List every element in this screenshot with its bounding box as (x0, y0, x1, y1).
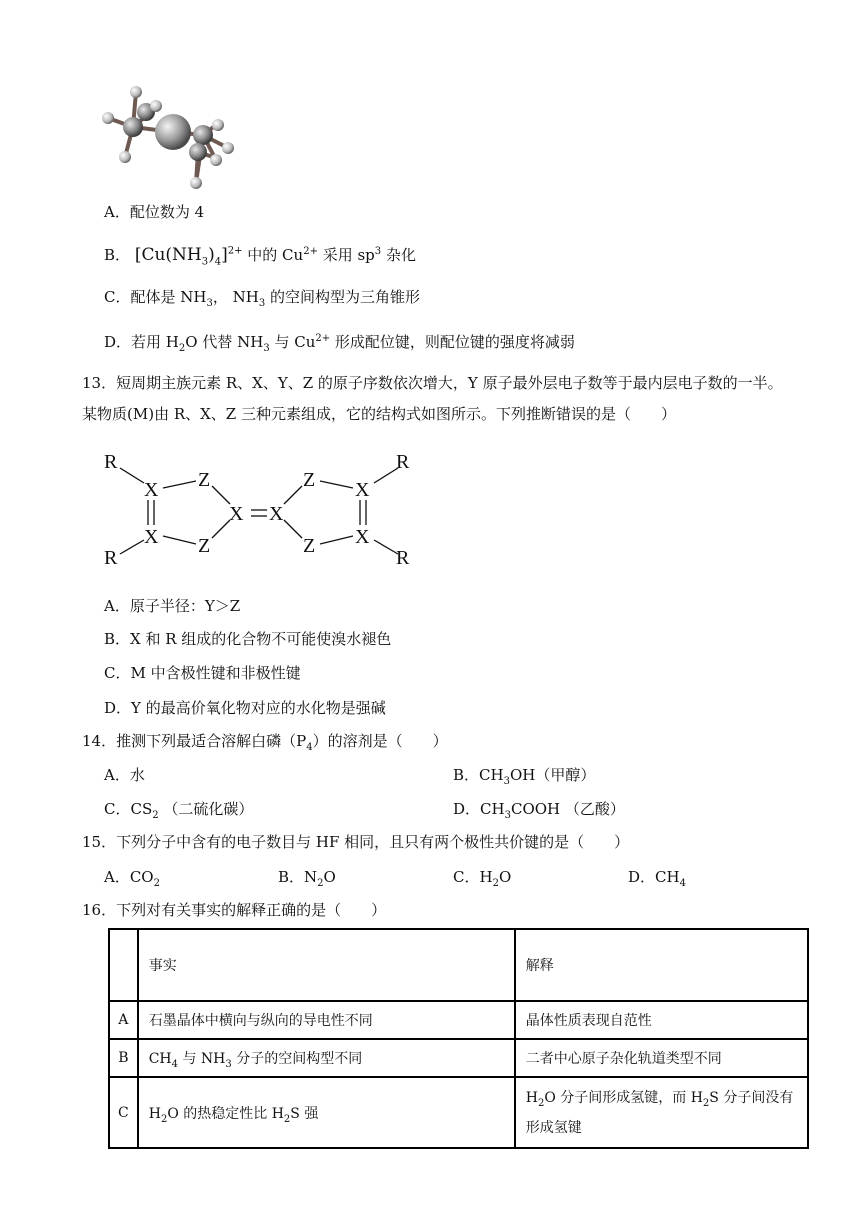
q15-stem: 15．下列分子中含有的电子数目与 HF 相同，且只有两个极性共价键的是（ ） (82, 833, 630, 851)
atom-r: R (396, 451, 410, 473)
q12-option-c: C．配体是 $NH_3$， $NH_3$ 的空间构型为三角锥形 (104, 288, 420, 309)
table-row (109, 1039, 808, 1077)
atom-x: X (229, 503, 244, 525)
table-header-cell (109, 929, 138, 1001)
atom-r: R (104, 451, 118, 473)
row-fact: $CH_4$ 与 $NH_3$ 分子的空间构型不同 (138, 1039, 515, 1077)
q16-stem: 16．下列对有关事实的解释正确的是（ ） (82, 901, 387, 919)
q13-option-b: B．X 和 R 组成的化合物不可能使溴水褪色 (104, 630, 392, 648)
atom-x: X (355, 479, 370, 501)
facts-table (108, 928, 809, 1149)
table-header-cell: 事实 (138, 929, 515, 1001)
atom-r: R (104, 547, 118, 569)
q15-option-b: B．$N_2O$ (278, 868, 336, 889)
row-explanation: $H_2O$ 分子间形成氢键，而 $H_2S$ 分子间没有形成氢键 (515, 1077, 808, 1148)
q15-option-c: C．$H_2O$ (453, 868, 512, 889)
q12-option-b: B． $[Cu(NH_3)_4]^{2+}$ 中的 $Cu^{2+}$ 采用 $sp^3$ 杂化 (104, 245, 416, 268)
q15-option-a: A．$CO_2$ (104, 868, 160, 889)
row-key: C (109, 1077, 138, 1148)
q14-option-b: B．$CH_3OH$（甲醇） (453, 766, 596, 787)
atom-r: R (396, 547, 410, 569)
row-explanation: 二者中心原子杂化轨道类型不同 (515, 1039, 808, 1077)
atom-x: X (269, 503, 284, 525)
q12-option-d: D．若用 $H_2O$ 代替 $NH_3$ 与 $Cu^{2+}$ 形成配位键，则配位键的强度将减弱 (104, 333, 575, 354)
atom-z: Z (198, 469, 211, 491)
row-explanation: 晶体性质表现自范性 (515, 1001, 808, 1039)
table-header-cell: 解释 (515, 929, 808, 1001)
table-row (109, 1077, 808, 1148)
atom-x: X (144, 479, 159, 501)
q13-stem-line1: 13．短周期主族元素 R、X、Y、Z 的原子序数依次增大，Y 原子最外层电子数等于最内层电子数的一半。 (82, 374, 783, 392)
q13-option-d: D．Y 的最高价氧化物对应的水化物是强碱 (104, 699, 386, 717)
atom-x: X (144, 526, 159, 548)
row-key: B (109, 1039, 138, 1077)
atom-x: X (355, 526, 370, 548)
table-row (109, 1001, 808, 1039)
q14-stem: 14．推测下列最适合溶解白磷$(P_4)$的溶剂是（ ） (82, 732, 448, 753)
atom-z: Z (303, 469, 316, 491)
q13-stem-line2: 某物质(M)由 R、X、Z 三种元素组成，它的结构式如图所示。下列推断错误的是（ ） (82, 405, 676, 423)
table-header-row (109, 929, 808, 1001)
row-fact: 石墨晶体中横向与纵向的导电性不同 (138, 1001, 515, 1039)
q13-option-a: A．原子半径：Y＞Z (104, 597, 241, 615)
q13-option-c: C．M 中含极性键和非极性键 (104, 664, 301, 682)
row-key: A (109, 1001, 138, 1039)
q15-option-d: D．$CH_4$ (628, 868, 686, 889)
row-fact: $H_2O$ 的热稳定性比 $H_2S$ 强 (138, 1077, 515, 1148)
molecule-3d-image (98, 80, 248, 192)
q14-option-c: C．$CS_2$ （二硫化碳） (104, 800, 254, 821)
atom-z: Z (303, 535, 316, 557)
q12-option-a: A．配位数为 4 (104, 203, 205, 221)
q14-option-a: A．水 (104, 766, 145, 784)
q14-option-d: D．$CH_3COOH$ （乙酸） (453, 800, 625, 821)
structural-formula (98, 448, 428, 572)
atom-z: Z (198, 535, 211, 557)
